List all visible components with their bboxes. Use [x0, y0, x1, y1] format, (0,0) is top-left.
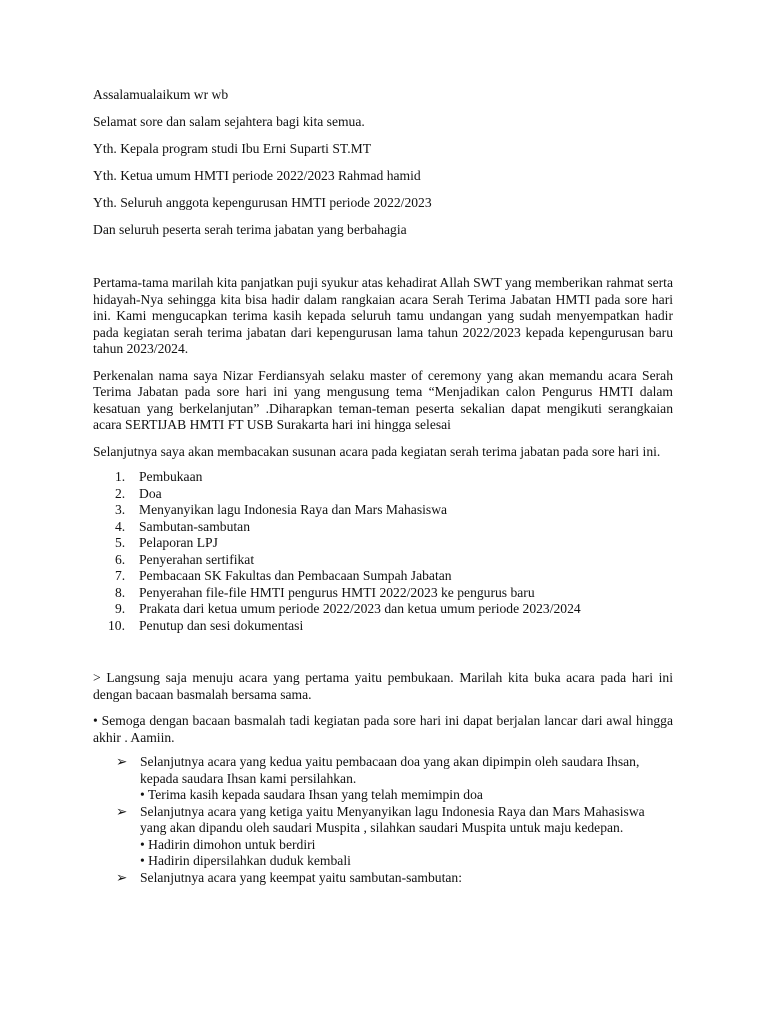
- program-step: [93, 870, 673, 887]
- agenda-number: 1.: [115, 469, 126, 484]
- arrow-bullet-icon: ➢: [116, 869, 128, 885]
- arrow-bullet-icon: ➢: [116, 803, 128, 819]
- document-body: [93, 87, 673, 886]
- greeting-line: Yth. Seluruh anggota kepengurusan HMTI periode 2022/2023: [93, 195, 432, 210]
- agenda-text: Pembukaan: [139, 469, 203, 484]
- arrow-bullet-icon: ➢: [116, 754, 128, 769]
- agenda-number: 2.: [115, 485, 126, 501]
- agenda-number: 7.: [115, 568, 126, 583]
- agenda-item: [93, 535, 673, 552]
- greeting-line: Yth. Ketua umum HMTI periode 2022/2023 Rahmad hamid: [93, 168, 421, 183]
- opening-paragraph: > Langsung saja menuju acara yang pertama yaitu pembukaan. Marilah kita buka acara pada hari ini dengan bacaan basmalah bersama sama.: [93, 670, 673, 702]
- agenda-item: [93, 585, 673, 602]
- greeting-line: Yth. Kepala program studi Ibu Erni Suparti ST.MT: [93, 141, 371, 156]
- agenda-list: [93, 469, 673, 634]
- program-step-note: • Terima kasih kepada saudara Ihsan yang telah memimpin doa: [140, 787, 483, 802]
- agenda-number: 3.: [115, 502, 126, 517]
- spacer: [93, 634, 673, 670]
- agenda-intro-paragraph: Selanjutnya saya akan membacakan susunan acara pada kegiatan serah terima jabatan pada sore hari ini.: [93, 443, 661, 459]
- agenda-number: 9.: [115, 601, 126, 616]
- agenda-text: Sambutan-sambutan: [139, 518, 250, 534]
- agenda-text: Menyanyikan lagu Indonesia Raya dan Mars Mahasiswa: [139, 502, 448, 517]
- agenda-text: Doa: [139, 485, 162, 501]
- agenda-text: Penutup dan sesi dokumentasi: [139, 617, 304, 633]
- agenda-item: [93, 568, 673, 585]
- agenda-number: 4.: [115, 518, 126, 534]
- greeting-line: Selamat sore dan salam sejahtera bagi kita semua.: [93, 114, 365, 129]
- spacer: [93, 249, 673, 275]
- program-step-note: • Hadirin dimohon untuk berdiri: [140, 836, 316, 852]
- program-step-text: Selanjutnya acara yang ketiga yaitu Menyanyikan lagu Indonesia Raya dan Mars Mahasiswa yang akan dipandu oleh saudari Muspita , silahkan saudari Muspita untuk maju kedepan.: [140, 803, 645, 835]
- program-step-note: • Hadirin dipersilahkan duduk kembali: [140, 853, 351, 868]
- program-steps-list: [93, 754, 673, 886]
- intro-paragraph: Pertama-tama marilah kita panjatkan puji syukur atas kehadirat Allah SWT yang memberikan rahmat serta hidayah-Nya sehingga kita bisa hadir dalam rangkaian acara Serah Terima Jabatan HMTI pada sore hari ini. Kami mengucapkan terima kasih kepada seluruh tamu undangan yang sudah menyempatkan hadir pada kegiatan serah terima jabatan dari kepengurusan lama tahun 2022/2023 kepada kepengurusan baru tahun 2023/2024.: [93, 275, 673, 356]
- agenda-number: 5.: [115, 535, 126, 550]
- agenda-item: [93, 486, 673, 503]
- agenda-item: [93, 552, 673, 569]
- agenda-number: 8.: [115, 584, 126, 600]
- agenda-item: [93, 601, 673, 618]
- agenda-text: Prakata dari ketua umum periode 2022/2023 dan ketua umum periode 2023/2024: [139, 601, 581, 616]
- agenda-number: 6.: [115, 551, 126, 567]
- mc-introduction-paragraph: Perkenalan nama saya Nizar Ferdiansyah selaku master of ceremony yang akan memandu acara Serah Terima Jabatan pada sore hari ini yang mengusung tema “Menjadikan calon Pengurus HMTI dalam kesatuan yang berkelanjutan” .Diharapkan teman-teman peserta sekalian dapat mengikuti serangkaian acara SERTIJAB HMTI FT USB Surakarta hari ini hingga selesai: [93, 367, 673, 432]
- program-step: [93, 754, 673, 804]
- greeting-line: Dan seluruh peserta serah terima jabatan yang berbahagia: [93, 222, 407, 237]
- agenda-text: Penyerahan file-file HMTI pengurus HMTI 2022/2023 ke pengurus baru: [139, 584, 535, 600]
- program-step-text: Selanjutnya acara yang keempat yaitu sambutan-sambutan:: [140, 869, 462, 885]
- agenda-item: [93, 618, 673, 635]
- agenda-text: Pelaporan LPJ: [139, 535, 218, 550]
- agenda-text: Pembacaan SK Fakultas dan Pembacaan Sumpah Jabatan: [139, 568, 452, 583]
- agenda-item: [93, 469, 673, 486]
- basmalah-paragraph: • Semoga dengan bacaan basmalah tadi kegiatan pada sore hari ini dapat berjalan lancar dari awal hingga akhir . Aamiin.: [93, 713, 673, 745]
- agenda-item: [93, 519, 673, 536]
- program-step-text: Selanjutnya acara yang kedua yaitu pembacaan doa yang akan dipimpin oleh saudara Ihsan, kepada saudara Ihsan kami persilahkan.: [140, 754, 640, 786]
- greeting-line: Assalamualaikum wr wb: [93, 87, 229, 102]
- agenda-text: Penyerahan sertifikat: [139, 551, 255, 567]
- agenda-item: [93, 502, 673, 519]
- agenda-number: 10.: [108, 617, 125, 633]
- program-step: [93, 804, 673, 870]
